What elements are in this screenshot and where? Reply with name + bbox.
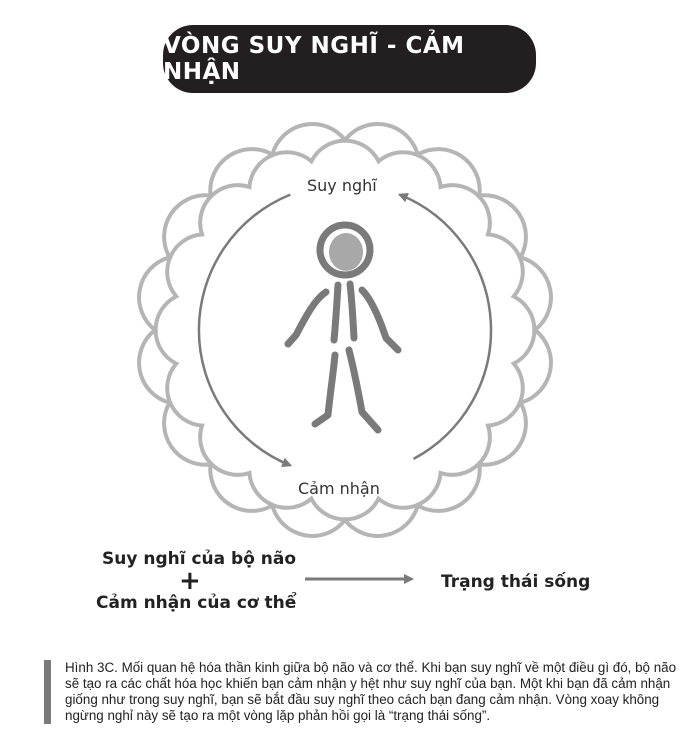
formula-term-body: Cảm nhận của cơ thể — [96, 593, 297, 613]
cloud-inner-outline — [156, 141, 535, 520]
page-title: VÒNG SUY NGHĨ - CẢM NHẬN — [163, 33, 465, 85]
label-feeling: Cảm nhận — [298, 479, 380, 498]
torso-left — [334, 285, 338, 340]
left-leg — [315, 355, 335, 424]
cycle-arrow-left — [199, 195, 290, 466]
torso-right — [350, 284, 354, 338]
person-figure-icon — [288, 225, 398, 430]
label-thought: Suy nghĩ — [307, 176, 377, 195]
right-leg — [349, 350, 378, 430]
right-arm — [362, 290, 398, 350]
figure-caption: Hình 3C. Mối quan hệ hóa thần kinh giữa bộ não và cơ thể. Khi bạn suy nghĩ về một điều gì đó, bộ não sẽ tạo ra các chất hóa học khiến bạn cảm nhận y hệt như suy nghĩ của bạn. Một khi bạn đã cảm nhận giống như trong suy nghĩ, bạn sẽ bắt đầu suy nghĩ theo cách bạn đang cảm nhận. Vòng xoay không ngừng nghỉ này sẽ tạo ra một vòng lặp phản hồi gọi là “trạng thái sống”. — [44, 660, 685, 724]
cycle-arrow-right — [400, 195, 491, 459]
formula-plus: + — [179, 566, 201, 596]
brain-blob — [329, 233, 363, 271]
formula-term-brain: Suy nghĩ của bộ não — [102, 549, 297, 569]
formula-result: Trạng thái sống — [441, 572, 591, 592]
left-arm — [288, 292, 326, 344]
